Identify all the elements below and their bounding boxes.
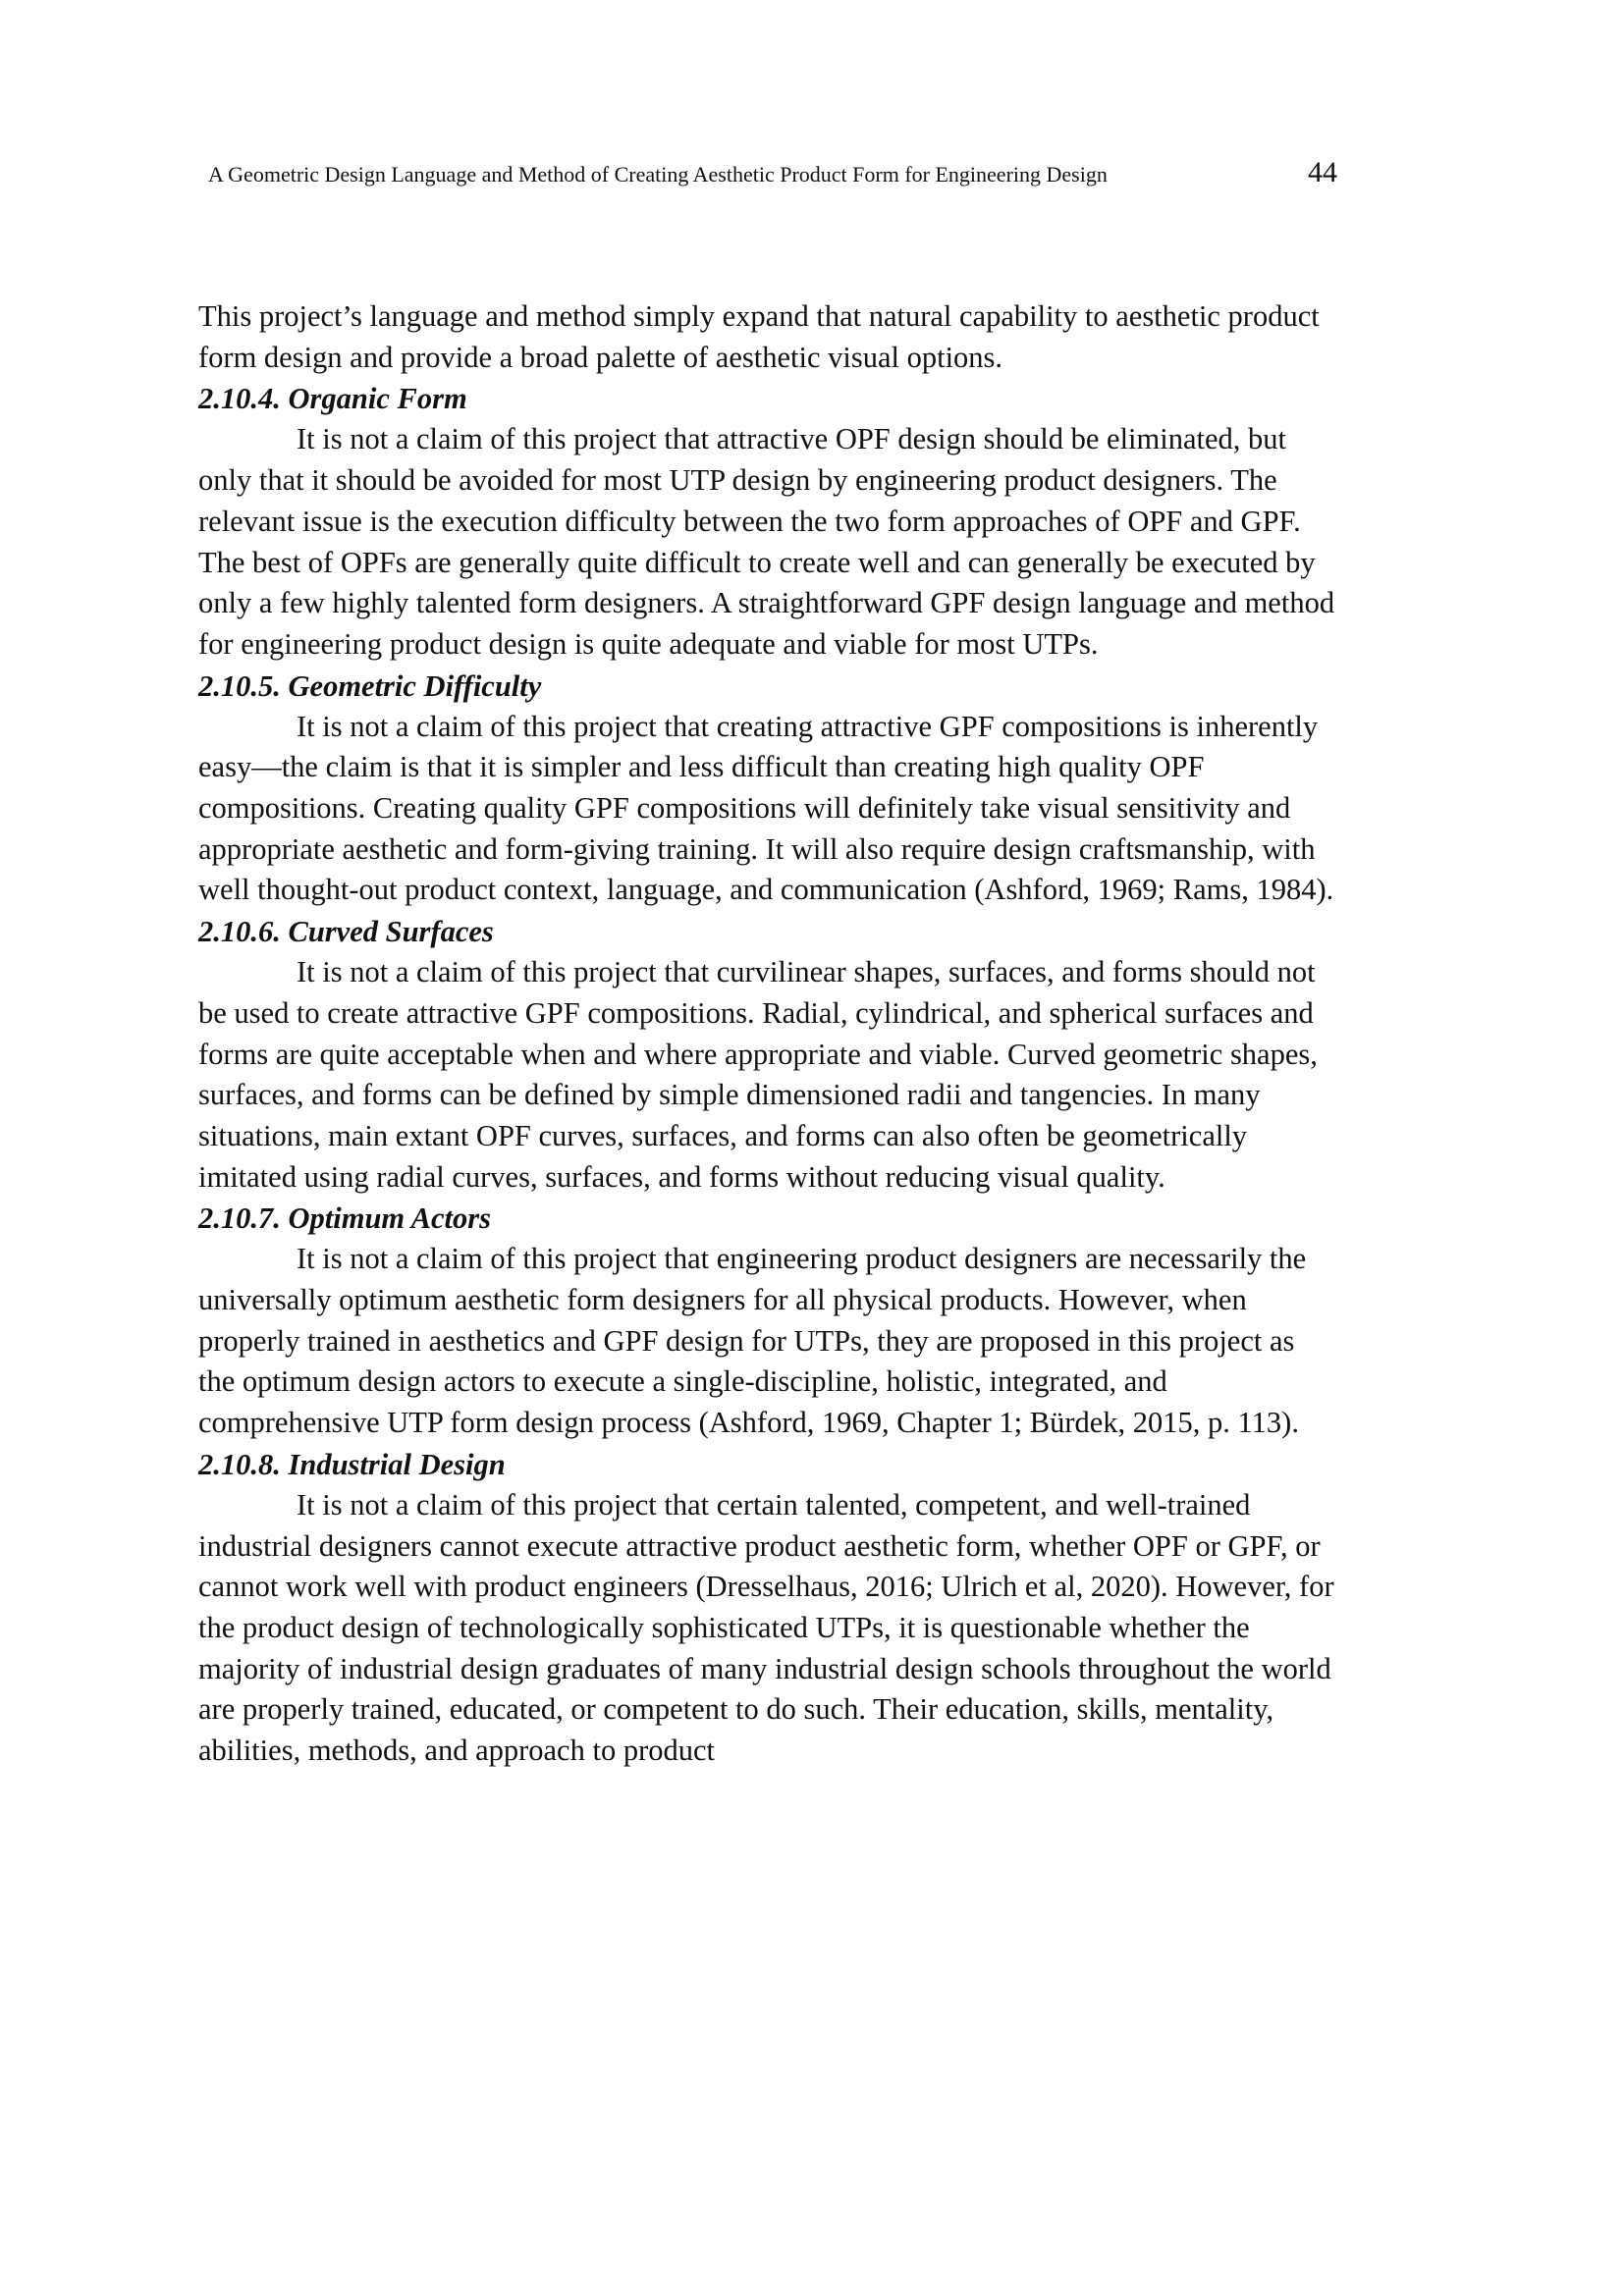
document-body — [198, 296, 1337, 1772]
section-heading-optimum-actors: 2.10.7. Optimum Actors — [198, 1201, 491, 1236]
section-text-curved-surfaces: It is not a claim of this project that curvilinear shapes, surfaces, and forms should not be used to create attractive GPF compositions. Radial, cylindrical, and spherical surfaces and forms are quite acceptable when and where appropriate and viable. Curved geometric shapes, surfaces, and forms can be defined by simple dimensioned radii and tangencies. In many situations, main extant OPF curves, surfaces, and forms can also often be geometrically imitated using radial curves, surfaces, and forms without reducing visual quality. — [198, 955, 1318, 1194]
section-text-organic-form: It is not a claim of this project that attractive OPF design should be eliminated, but only that it should be avoided for most UTP design by engineering product designers. The relevant issue is the execution difficulty between the two form approaches of OPF and GPF. The best of OPFs are generally quite difficult to create well and can generally be executed by only a few highly talented form designers. A straightforward GPF design language and method for engineering product design is quite adequate and viable for most UTPs. — [198, 422, 1335, 661]
section-heading-organic-form: 2.10.4. Organic Form — [198, 382, 467, 416]
section-text-geometric-difficulty: It is not a claim of this project that creating attractive GPF compositions is inherently easy—the claim is that it is simpler and less difficult than creating high quality OPF compositions. Creating quality GPF compositions will definitely take visual sensitivity and appropriate aesthetic and form-giving training. It will also require design craftsmanship, with well thought-out product context, language, and communication (Ashford, 1969; Rams, 1984). — [198, 709, 1334, 907]
page-number: 44 — [1308, 156, 1337, 188]
section-heading-industrial-design: 2.10.8. Industrial Design — [198, 1447, 506, 1481]
section-text-industrial-design: It is not a claim of this project that certain talented, competent, and well-trained industrial designers cannot execute attractive product aesthetic form, whether OPF or GPF, or cannot work well with product engineers (Dresselhaus, 2016; Ulrich et al, 2020). However, for the product design of technologically sophisticated UTPs, it is questionable whether the majority of industrial design graduates of many industrial design schools throughout the world are properly trained, educated, or competent to do such. Their education, skills, mentality, abilities, methods, and approach to product — [198, 1487, 1334, 1768]
running-header-title: A Geometric Design Language and Method of Creating Aesthetic Product Form for Engineering Design — [208, 162, 1108, 187]
section-text-optimum-actors: It is not a claim of this project that engineering product designers are necessarily the universally optimum aesthetic form designers for all physical products. However, when properly trained in aesthetics and GPF design for UTPs, they are proposed in this project as the optimum design actors to execute a single-discipline, holistic, integrated, and comprehensive UTP form design process (Ashford, 1969, Chapter 1; Bürdek, 2015, p. 113). — [198, 1242, 1307, 1440]
opening-paragraph: This project’s language and method simply expand that natural capability to aesthetic product form design and provide a broad palette of aesthetic visual options. — [198, 299, 1320, 374]
section-heading-geometric-difficulty: 2.10.5. Geometric Difficulty — [198, 668, 542, 703]
section-heading-curved-surfaces: 2.10.6. Curved Surfaces — [198, 915, 494, 949]
